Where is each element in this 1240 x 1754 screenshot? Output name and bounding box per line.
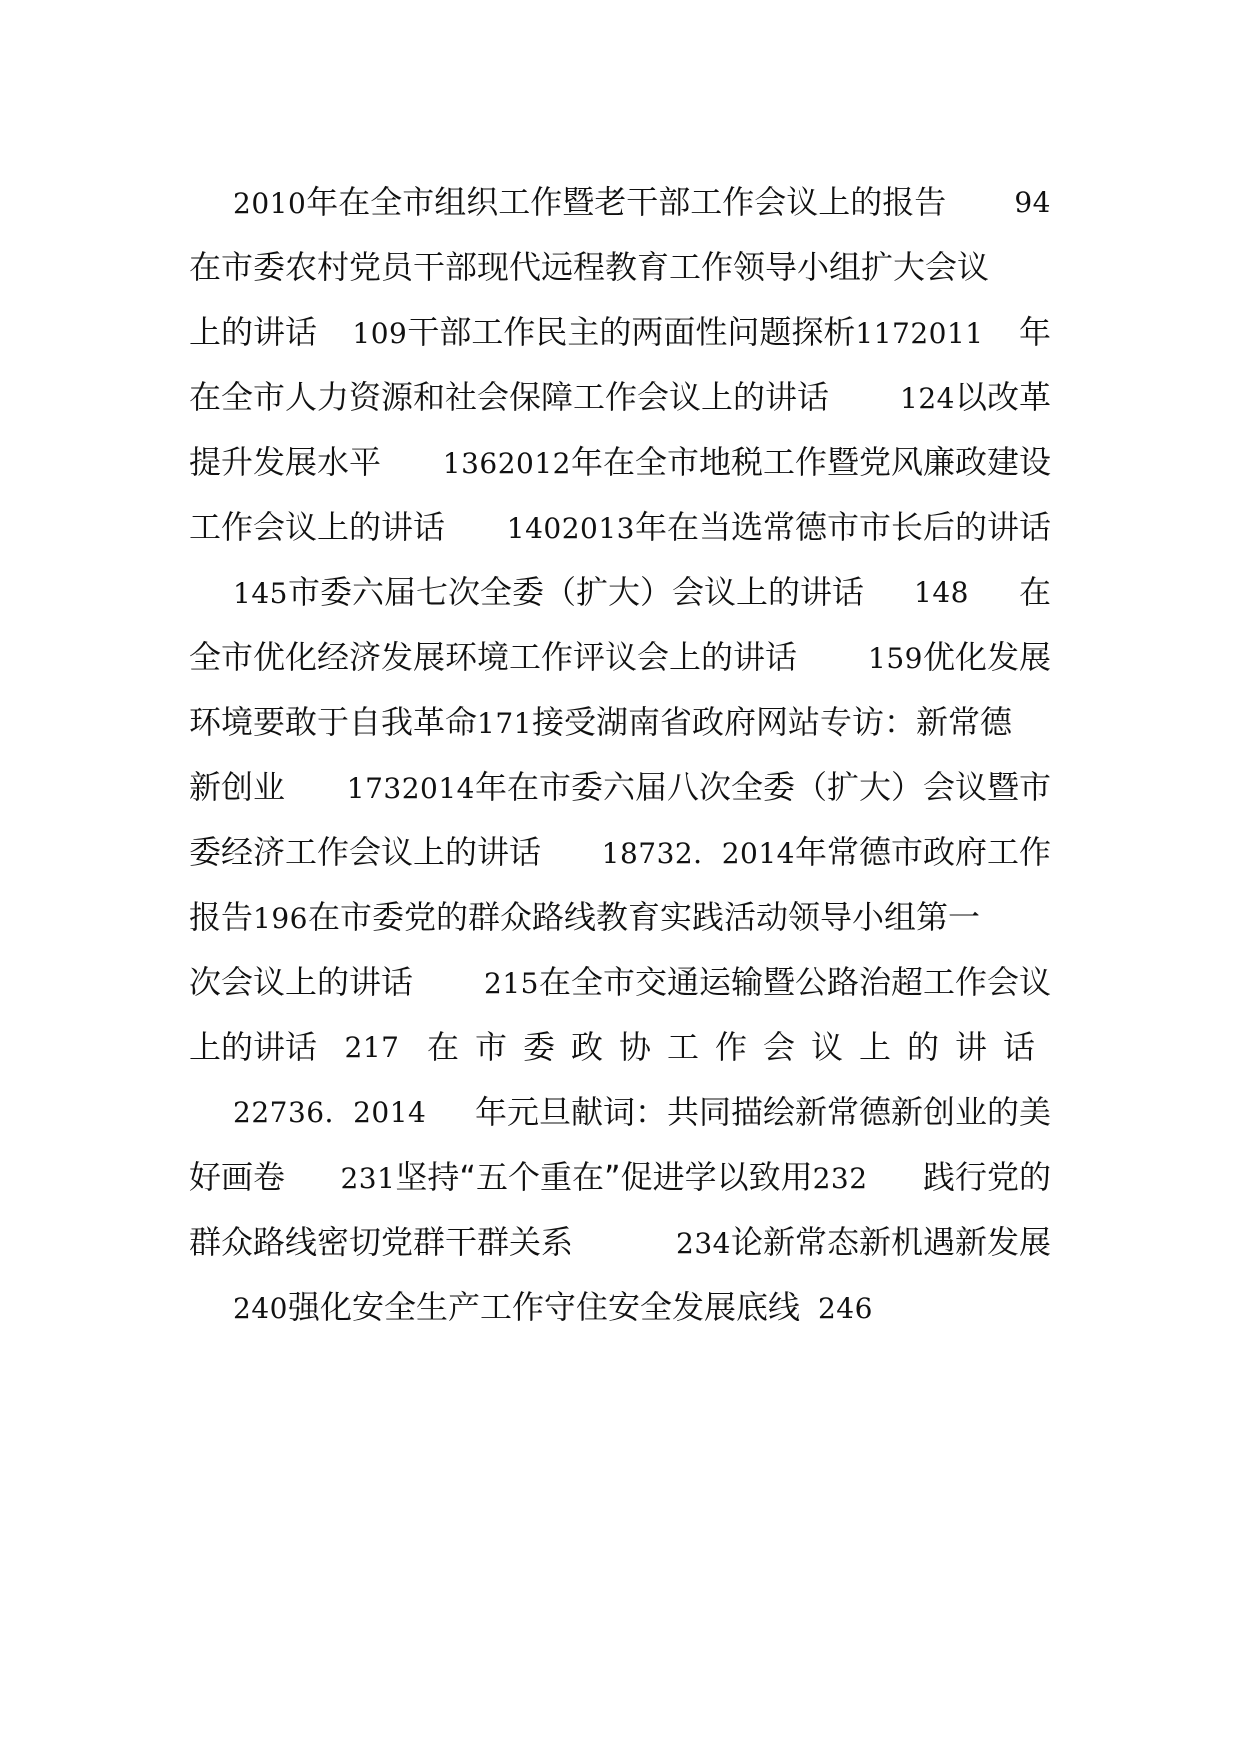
entry-title: 新创业 [189, 768, 286, 806]
entry-title: 上的讲话 [189, 1028, 318, 1066]
toc-line [189, 625, 1051, 690]
entry-title: 次会议上的讲话 [189, 963, 414, 1001]
entry-title: 在全市交通运输暨公路治超工作会议 [538, 962, 1051, 1001]
entry-title: 在 [1018, 573, 1051, 611]
page-number: 148 [914, 576, 969, 609]
toc-line [189, 1015, 1051, 1080]
entry-title: 坚持“五个重在”促进学以致用 [395, 1157, 813, 1196]
toc-line [189, 885, 1051, 950]
entry-title: 市委六届七次全委（扩大）会议上的讲话 [287, 572, 864, 611]
toc-line [189, 820, 1051, 885]
toc-line [189, 300, 1051, 365]
entry-title: 好画卷 [189, 1158, 286, 1196]
entry-title: 在市委党的群众路线教育实践活动领导小组第一 [307, 897, 980, 936]
page-number: 1172011 [855, 316, 984, 350]
toc-line [189, 1145, 1051, 1210]
page-number: 145 [233, 576, 288, 610]
page-number: 171 [477, 706, 532, 740]
page-number: 240 [233, 1291, 288, 1325]
entry-title: 上的讲话 [189, 313, 318, 351]
page-number: 1732014 [346, 771, 475, 805]
page-number: 215 [484, 966, 539, 1000]
page-number: 196 [253, 901, 308, 935]
page-number: 246 [817, 1291, 873, 1325]
toc-line [189, 1210, 1051, 1275]
page-number: 217 [344, 1031, 400, 1064]
toc-line [189, 950, 1051, 1015]
entry-title: 年在市委六届八次全委（扩大）会议暨市 [474, 767, 1051, 806]
entry-title: 在市委农村党员干部现代远程教育工作领导小组扩大会议 [189, 248, 990, 286]
page-number: 232 [812, 1161, 868, 1195]
page-number: 94 [1014, 186, 1051, 219]
page-number: 1362012 [442, 446, 571, 480]
entry-title: 委经济工作会议上的讲话 [189, 833, 542, 871]
toc-line [189, 1080, 1051, 1145]
entry-title: 年在全市地税工作暨党风廉政建设 [570, 442, 1051, 481]
entry-title: 报告 [189, 897, 254, 936]
page-number: 159 [868, 641, 923, 675]
toc-line [189, 495, 1051, 560]
toc-line [189, 235, 1051, 300]
toc-line [189, 430, 1051, 495]
toc-line [189, 690, 1051, 755]
entry-title: 在全市人力资源和社会保障工作会议上的讲话 [189, 378, 830, 416]
toc-text-block [189, 170, 1051, 1340]
toc-line [189, 170, 1051, 235]
page-number: 18732．2014 [601, 836, 795, 870]
entry-title: 在市委政协工作会议上的讲话 [426, 1028, 1051, 1066]
entry-title: 环境要敢于自我革命 [189, 702, 478, 741]
entry-title: 工作会议上的讲话 [189, 508, 446, 546]
page-number: 2010 [233, 186, 307, 220]
toc-line [189, 1275, 1051, 1340]
toc-line [189, 560, 1051, 625]
entry-title: 论新常态新机遇新发展 [730, 1222, 1051, 1261]
page-number: 1402013 [506, 511, 635, 545]
toc-line [189, 755, 1051, 820]
entry-title: 年在当选常德市市长后的讲话 [634, 507, 1051, 546]
page-number: 234 [676, 1226, 731, 1260]
entry-title: 年常德市政府工作 [794, 832, 1051, 871]
page-number: 231 [340, 1161, 396, 1195]
entry-title: 群众路线密切党群干群关系 [189, 1223, 574, 1261]
toc-line [189, 365, 1051, 430]
page-number: 109 [352, 316, 408, 350]
entry-title: 强化安全生产工作守住安全发展底线 [287, 1287, 800, 1326]
page-number: 124 [900, 381, 955, 415]
page-number: 22736．2014 [233, 1096, 427, 1129]
entry-title: 干部工作民主的两面性问题探析 [407, 312, 856, 351]
entry-title: 年 [1018, 313, 1051, 351]
entry-title: 践行党的 [922, 1158, 1051, 1196]
entry-title: 全市优化经济发展环境工作评议会上的讲话 [189, 638, 798, 676]
entry-title: 接受湖南省政府网站专访：新常德 [531, 702, 1012, 741]
entry-title: 提升发展水平 [189, 443, 382, 481]
entry-title: 优化发展 [922, 637, 1051, 676]
entry-title: 年元旦献词：共同描绘新常德新创业的美 [474, 1093, 1051, 1131]
entry-title: 年在全市组织工作暨老干部工作会议上的报告 [306, 182, 947, 221]
entry-title: 以改革 [954, 377, 1051, 416]
